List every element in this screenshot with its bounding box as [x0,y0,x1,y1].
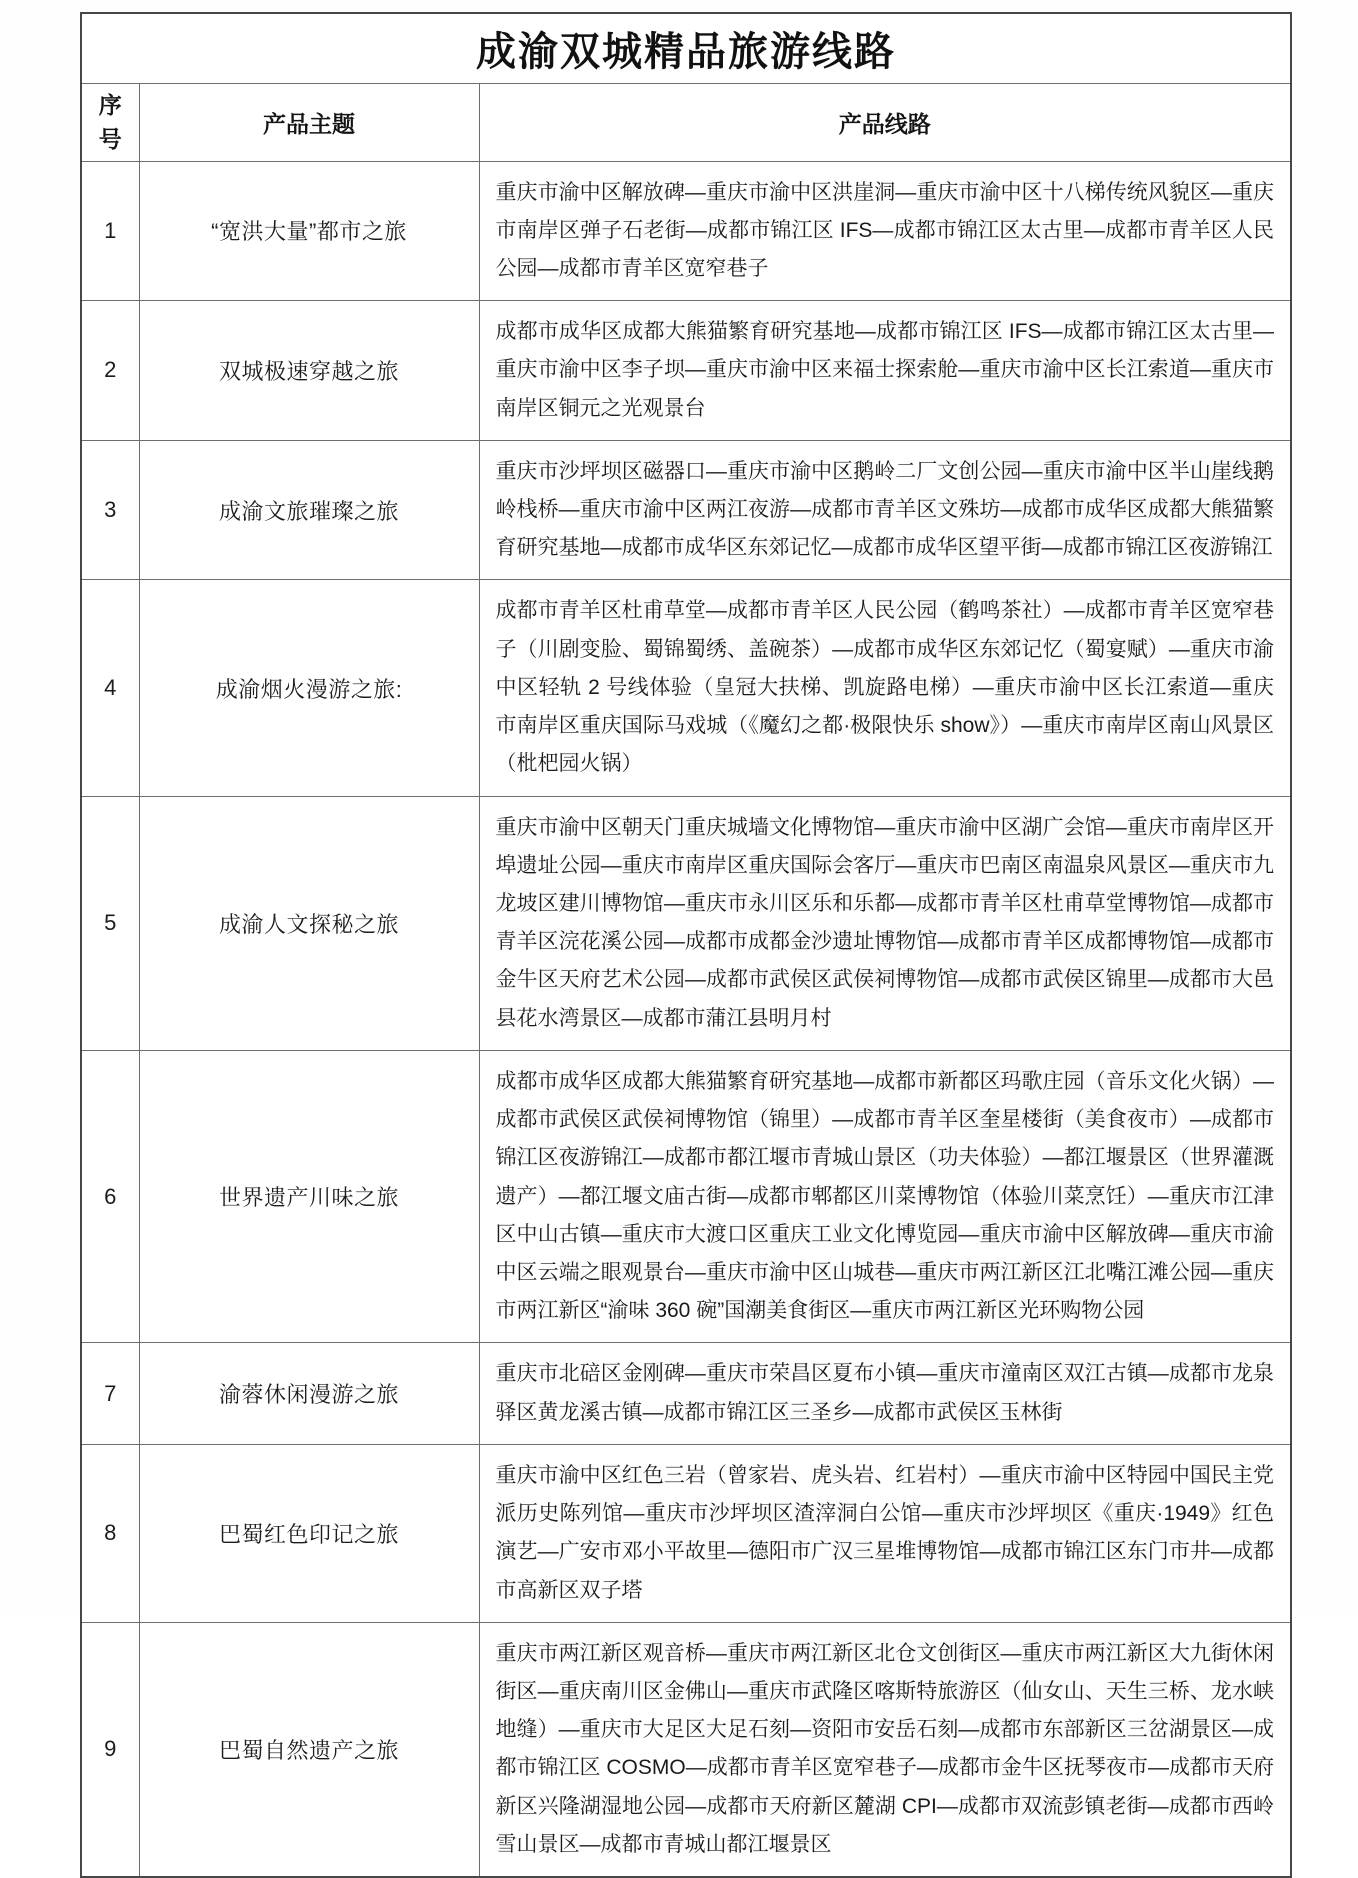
table-row [81,580,1291,796]
row-number: 5 [81,796,139,1050]
page-title: 成渝双城精品旅游线路 [81,13,1291,83]
product-theme: 渝蓉休闲漫游之旅 [139,1343,479,1444]
product-theme: 双城极速穿越之旅 [139,301,479,441]
product-theme: 巴蜀自然遗产之旅 [139,1622,479,1877]
product-theme: 巴蜀红色印记之旅 [139,1444,479,1622]
product-theme: 成渝烟火漫游之旅: [139,580,479,796]
row-number: 3 [81,440,139,580]
table-row [81,440,1291,580]
table-row [81,301,1291,441]
row-number: 9 [81,1622,139,1877]
table-row [81,161,1291,301]
table-row [81,1050,1291,1343]
tour-routes-table [80,12,1292,1878]
product-route: 重庆市两江新区观音桥—重庆市两江新区北仓文创街区—重庆市两江新区大九街休闲街区—重庆南川区金佛山—重庆市武隆区喀斯特旅游区（仙女山、天生三桥、龙水峡地缝）—重庆市大足区大足石刻—资阳市安岳石刻—成都市东部新区三岔湖景区—成都市锦江区 COSMO—成都市青羊区宽窄巷子—成都市金牛区抚琴夜市—成都市天府新区兴隆湖湿地公园—成都市天府新区麓湖 CPI—成都市双流彭镇老街—成都市西岭雪山景区—成都市青城山都江堰景区 [479,1622,1291,1877]
product-route: 重庆市渝中区红色三岩（曾家岩、虎头岩、红岩村）—重庆市渝中区特园中国民主党派历史陈列馆—重庆市沙坪坝区渣滓洞白公馆—重庆市沙坪坝区《重庆·1949》红色演艺—广安市邓小平故里—德阳市广汉三星堆博物馆—成都市锦江区东门市井—成都市高新区双子塔 [479,1444,1291,1622]
row-number: 2 [81,301,139,441]
product-theme: “宽洪大量”都市之旅 [139,161,479,301]
table-row [81,1444,1291,1622]
table-row [81,1343,1291,1444]
product-theme: 世界遗产川味之旅 [139,1050,479,1343]
product-route: 重庆市北碚区金刚碑—重庆市荣昌区夏布小镇—重庆市潼南区双江古镇—成都市龙泉驿区黄龙溪古镇—成都市锦江区三圣乡—成都市武侯区玉林街 [479,1343,1291,1444]
table-row [81,1622,1291,1877]
table-row [81,796,1291,1050]
product-theme: 成渝文旅璀璨之旅 [139,440,479,580]
row-number: 6 [81,1050,139,1343]
product-theme: 成渝人文探秘之旅 [139,796,479,1050]
product-route: 重庆市沙坪坝区磁器口—重庆市渝中区鹅岭二厂文创公园—重庆市渝中区半山崖线鹅岭栈桥—重庆市渝中区两江夜游—成都市青羊区文殊坊—成都市成华区成都大熊猫繁育研究基地—成都市成华区东郊记忆—成都市成华区望平街—成都市锦江区夜游锦江 [479,440,1291,580]
row-number: 4 [81,580,139,796]
header-row [81,83,1291,161]
column-header-theme: 产品主题 [139,83,479,161]
row-number: 7 [81,1343,139,1444]
product-route: 重庆市渝中区解放碑—重庆市渝中区洪崖洞—重庆市渝中区十八梯传统风貌区—重庆市南岸区弹子石老街—成都市锦江区 IFS—成都市锦江区太古里—成都市青羊区人民公园—成都市青羊区宽窄巷子 [479,161,1291,301]
title-row [81,13,1291,83]
product-route: 成都市青羊区杜甫草堂—成都市青羊区人民公园（鹤鸣茶社）—成都市青羊区宽窄巷子（川剧变脸、蜀锦蜀绣、盖碗茶）—成都市成华区东郊记忆（蜀宴赋）—重庆市渝中区轻轨 2 号线体验（皇冠大扶梯、凯旋路电梯）—重庆市渝中区长江索道—重庆市南岸区重庆国际马戏城（《魔幻之都·极限快乐 show》）—重庆市南岸区南山风景区（枇杷园火锅） [479,580,1291,796]
row-number: 1 [81,161,139,301]
column-header-route: 产品线路 [479,83,1291,161]
row-number: 8 [81,1444,139,1622]
column-header-no-label: 序号 [98,91,122,152]
column-header-no [81,83,139,161]
product-route: 成都市成华区成都大熊猫繁育研究基地—成都市新都区玛歌庄园（音乐文化火锅）—成都市武侯区武侯祠博物馆（锦里）—成都市青羊区奎星楼街（美食夜市）—成都市锦江区夜游锦江—成都市都江堰市青城山景区（功夫体验）—都江堰景区（世界灌溉遗产）—都江堰文庙古街—成都市郫都区川菜博物馆（体验川菜烹饪）—重庆市江津区中山古镇—重庆市大渡口区重庆工业文化博览园—重庆市渝中区解放碑—重庆市渝中区云端之眼观景台—重庆市渝中区山城巷—重庆市两江新区江北嘴江滩公园—重庆市两江新区“渝味 360 碗”国潮美食街区—重庆市两江新区光环购物公园 [479,1050,1291,1343]
product-route: 重庆市渝中区朝天门重庆城墙文化博物馆—重庆市渝中区湖广会馆—重庆市南岸区开埠遗址公园—重庆市南岸区重庆国际会客厅—重庆市巴南区南温泉风景区—重庆市九龙坡区建川博物馆—重庆市永川区乐和乐都—成都市青羊区杜甫草堂博物馆—成都市青羊区浣花溪公园—成都市成都金沙遗址博物馆—成都市青羊区成都博物馆—成都市金牛区天府艺术公园—成都市武侯区武侯祠博物馆—成都市武侯区锦里—成都市大邑县花水湾景区—成都市蒲江县明月村 [479,796,1291,1050]
product-route: 成都市成华区成都大熊猫繁育研究基地—成都市锦江区 IFS—成都市锦江区太古里—重庆市渝中区李子坝—重庆市渝中区来福士探索舱—重庆市渝中区长江索道—重庆市南岸区铜元之光观景台 [479,301,1291,441]
